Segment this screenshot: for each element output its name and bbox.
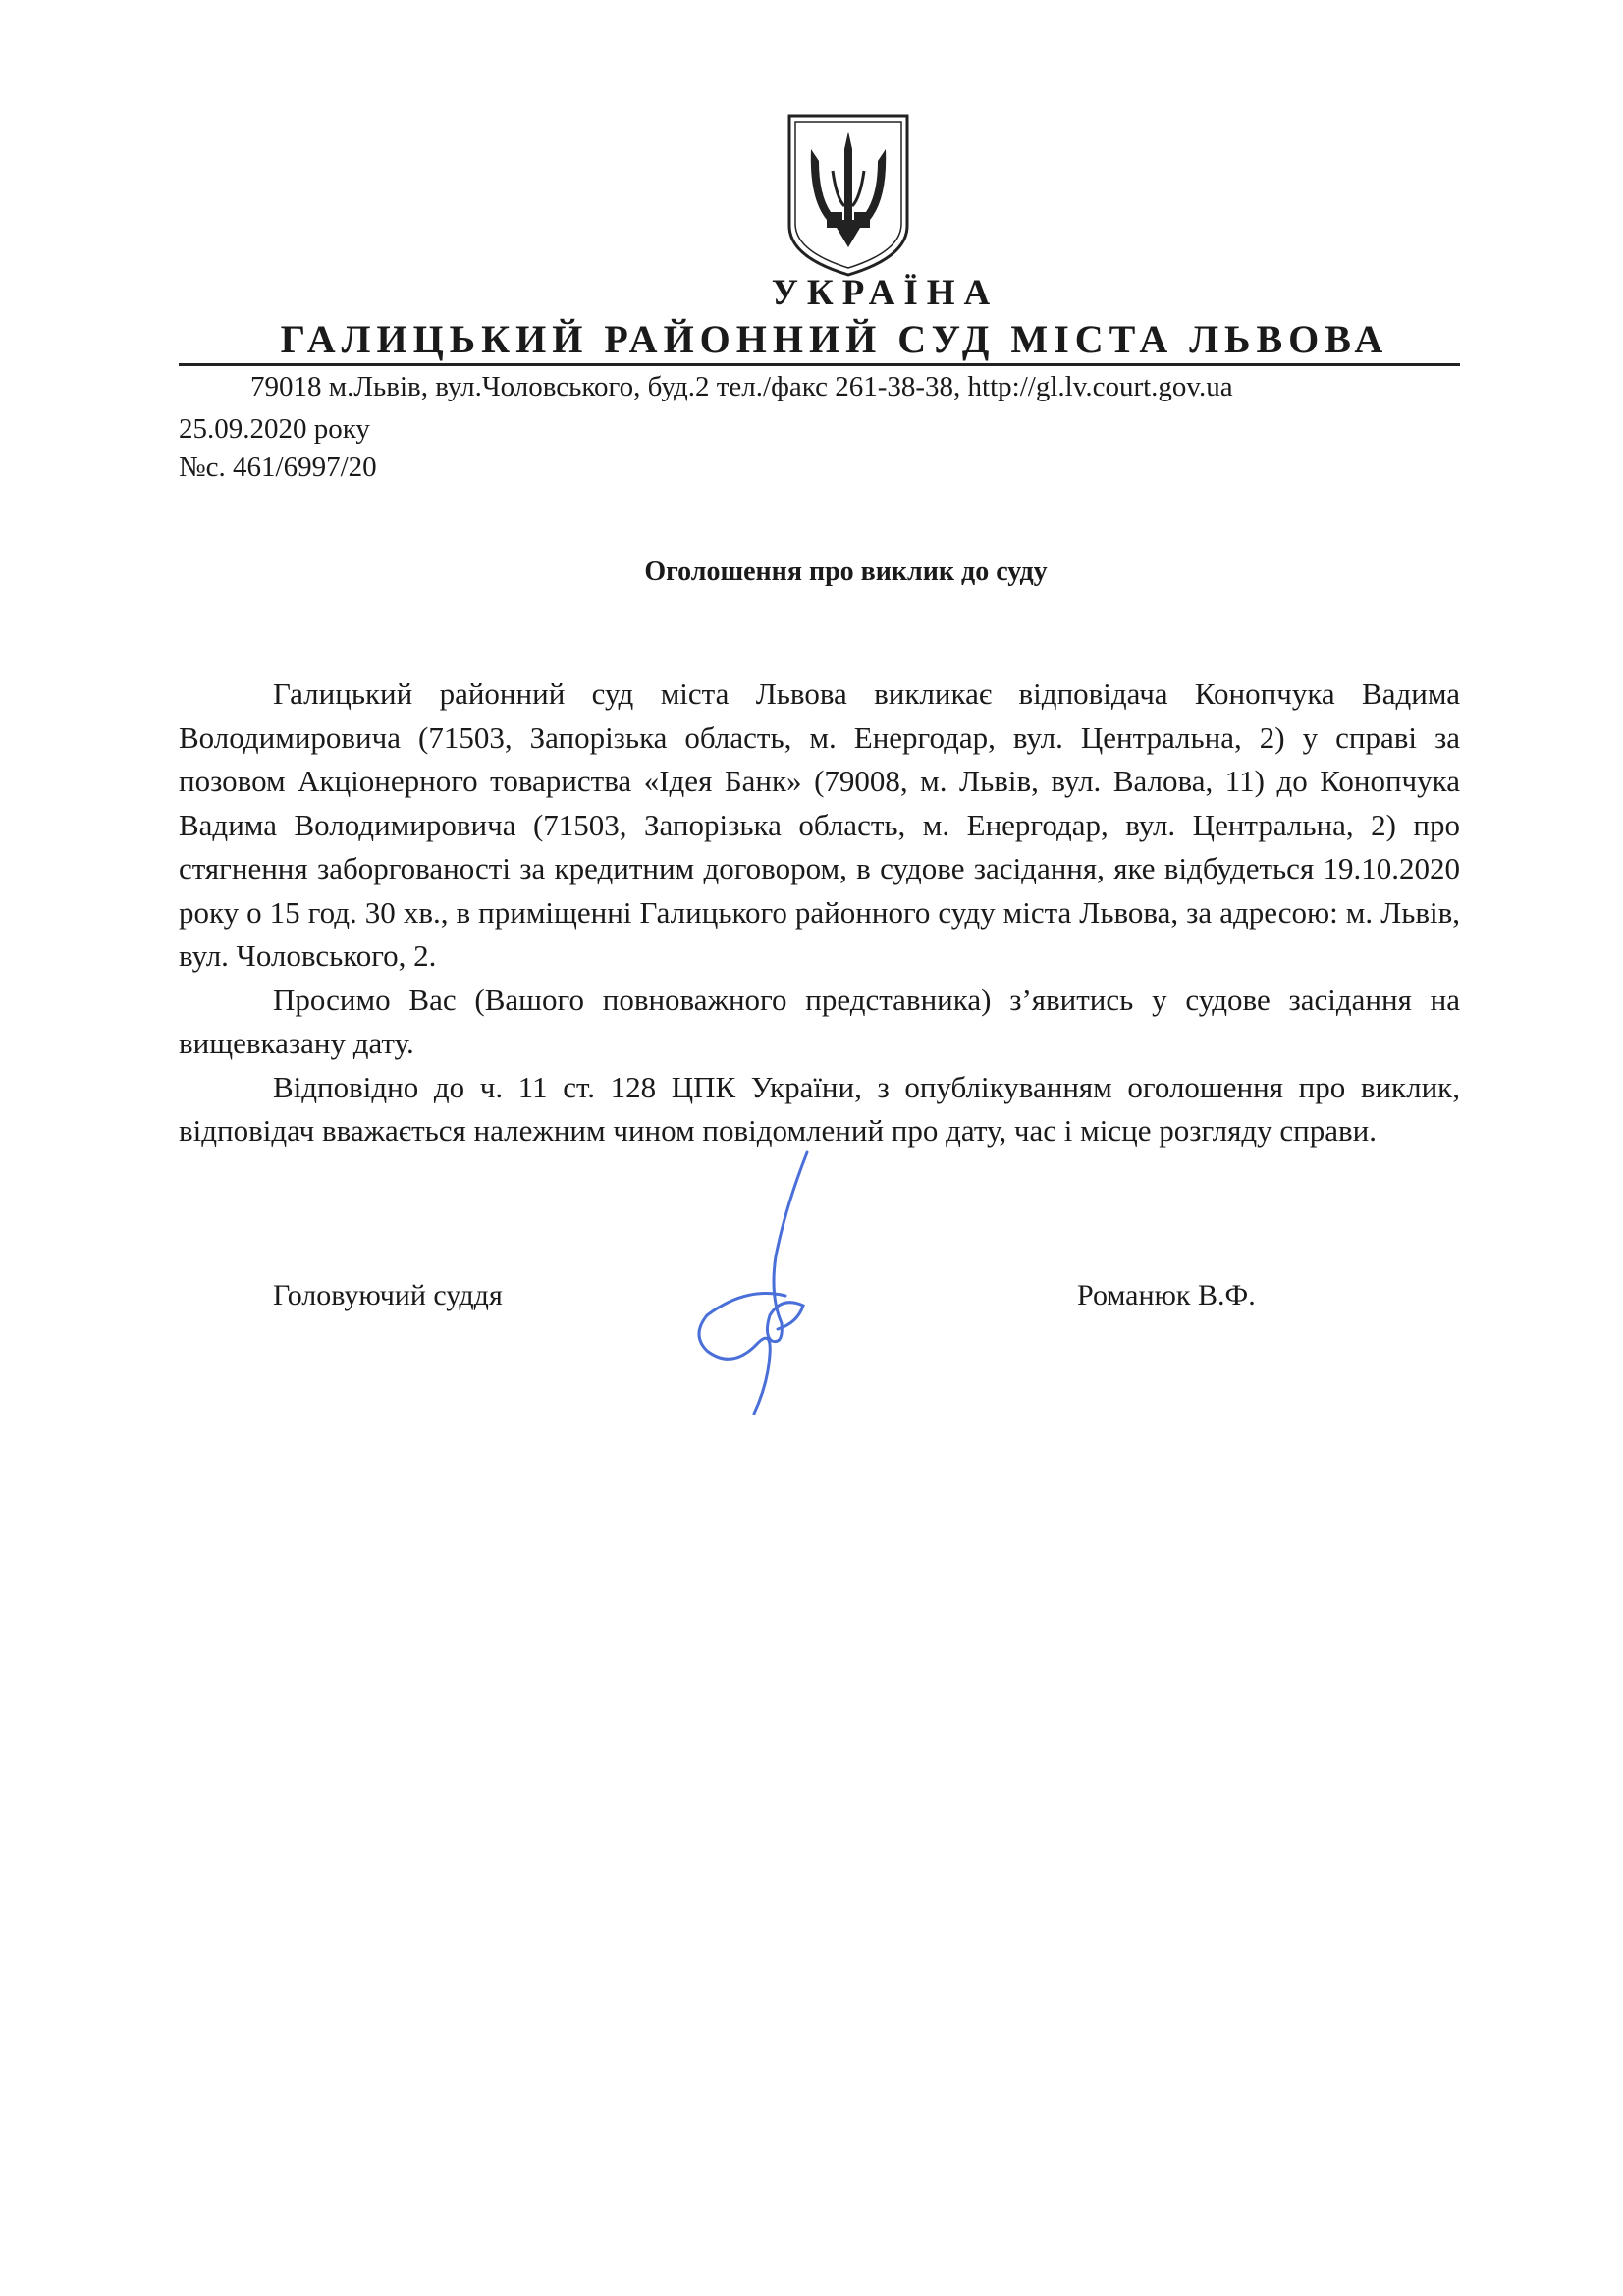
signer-name: Романюк В.Ф. (1077, 1279, 1256, 1311)
court-name: ГАЛИЦЬКИЙ РАЙОННИЙ СУД МІСТА ЛЬВОВА (280, 317, 1389, 361)
country-name: УКРАЇНА (771, 273, 1000, 313)
trident-icon (782, 110, 915, 279)
document-body (179, 672, 1460, 1153)
body-paragraph: Галицький районний суд міста Львова викликає відповідача Конопчука Вадима Володимировича (71503, Запорізька область, м. Енергодар, вул. Центральна, 2) у справі за позовом Акціонерного товариства «Ідея Банк» (79008, м. Львів, вул. Валова, 11) до Конопчука Вадима Володимировича (71503, Запорізька область, м. Енергодар, вул. Центральна, 2) про стягнення заборгованості за кредитним договором, в судове засідання, яке відбудеться 19.10.2020 року о 15 год. 30 хв., в приміщенні Галицького районного суду міста Львова, за адресою: м. Львів, вул. Чоловського, 2. (179, 676, 1460, 973)
document-title: Оголошення про виклик до суду (644, 557, 1048, 587)
case-number: №с. 461/6997/20 (179, 452, 377, 483)
document-date: 25.09.2020 року (179, 413, 370, 445)
body-paragraph: Просимо Вас (Вашого повноважного представника) з’явитись у судове засідання на вищевказану дату. (179, 982, 1460, 1060)
body-paragraph: Відповідно до ч. 11 ст. 128 ЦПК України, з опублікуванням оголошення про виклик, відповідач вважається належним чином повідомлений про дату, час і місце розгляду справи. (179, 1069, 1460, 1148)
header-divider (179, 363, 1460, 366)
court-address: 79018 м.Львів, вул.Чоловського, буд.2 тел./факс 261-38-38, http://gl.lv.court.gov.ua (250, 371, 1233, 402)
signer-role: Головуючий суддя (273, 1279, 503, 1311)
handwritten-signature (687, 1148, 844, 1423)
